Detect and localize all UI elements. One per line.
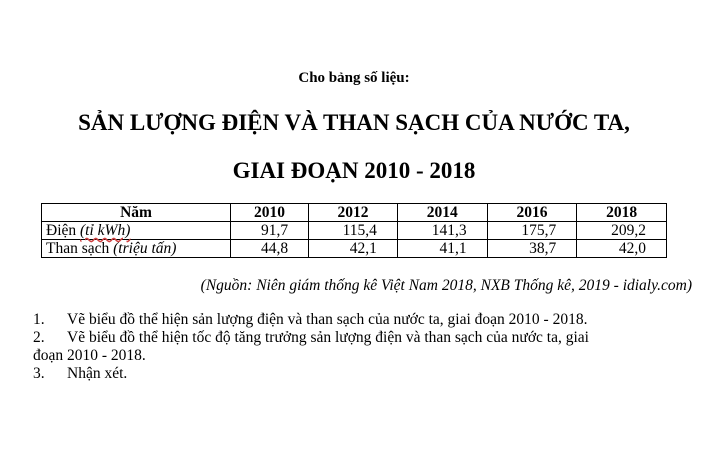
table-cell: 91,7 <box>231 222 309 240</box>
task-item-2-continuation <box>33 347 698 365</box>
header-cell-2016: 2016 <box>487 204 577 222</box>
task-item-1 <box>33 311 698 329</box>
task-text <box>67 329 698 347</box>
row-name: Điện <box>46 222 81 239</box>
table-cell: 42,1 <box>309 240 398 258</box>
table-cell: 38,7 <box>487 240 577 258</box>
table-row-clean-coal <box>42 240 667 258</box>
row-name: Than sạch <box>46 240 114 257</box>
task-text: Vẽ biểu đồ thể hiện sản lượng điện và than sạch của nước ta, giai đoạn 2010 - 2018. <box>67 311 588 328</box>
task-number: 1. <box>33 311 45 328</box>
task-item-3 <box>33 365 698 383</box>
table-cell: 175,7 <box>487 222 577 240</box>
task-item-2 <box>33 329 698 347</box>
table-cell: 209,2 <box>577 222 667 240</box>
task-text-line-2: đoạn 2010 - 2018. <box>33 347 146 364</box>
data-table <box>41 203 667 258</box>
task-number: 3. <box>33 365 45 382</box>
row-unit: (triệu tấn) <box>113 240 177 257</box>
row-unit: (tỉ kWh) <box>80 222 131 239</box>
table-header-row <box>42 204 667 222</box>
header-cell-2014: 2014 <box>397 204 487 222</box>
table-cell: 115,4 <box>309 222 398 240</box>
row-label-clean-coal <box>42 240 231 258</box>
table-cell: 41,1 <box>397 240 487 258</box>
task-list <box>33 311 698 383</box>
header-cell-2012: 2012 <box>309 204 398 222</box>
task-text-line-1: Vẽ biểu đồ thể hiện tốc độ tăng trưởng sản lượng điện và than sạch của nước ta, giai <box>67 329 589 346</box>
task-number: 2. <box>33 329 45 346</box>
table-title-line-1: SẢN LƯỢNG ĐIỆN VÀ THAN SẠCH CỦA NƯỚC TA, <box>78 110 630 135</box>
intro-text: Cho bảng số liệu: <box>298 70 410 86</box>
row-label-electricity <box>42 222 231 240</box>
header-cell-2010: 2010 <box>231 204 309 222</box>
header-cell-year: Năm <box>42 204 231 222</box>
table-title-line-2: GIAI ĐOẠN 2010 - 2018 <box>232 158 476 183</box>
table-cell: 141,3 <box>397 222 487 240</box>
table-cell: 44,8 <box>231 240 309 258</box>
table-cell: 42,0 <box>577 240 667 258</box>
source-note: (Nguồn: Niên giám thống kê Việt Nam 2018, NXB Thống kê, 2019 - idialy.com) <box>200 277 692 294</box>
task-text: Nhận xét. <box>67 365 128 382</box>
header-cell-2018: 2018 <box>577 204 667 222</box>
table-row-electricity <box>42 222 667 240</box>
